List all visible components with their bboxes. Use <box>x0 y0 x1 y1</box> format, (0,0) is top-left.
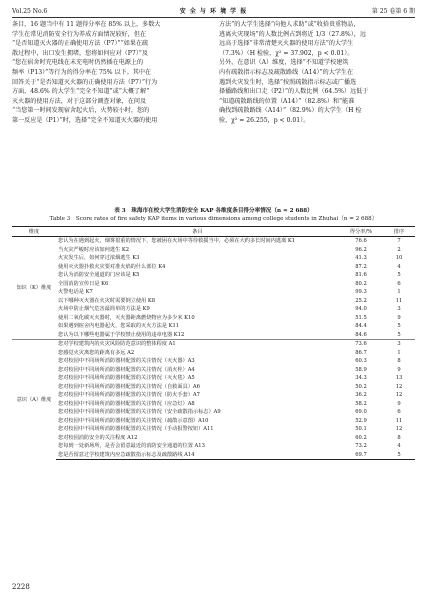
item-cell: 您对学校建筑内的火灾风险防范意识的整体程度 A1 <box>56 340 339 349</box>
rank-cell: 2 <box>397 246 401 253</box>
score-rate-cell: 25.2 <box>355 297 367 304</box>
rank-cell: 3 <box>397 306 401 313</box>
page-number: 2228 <box>12 583 30 591</box>
score-rate-cell: 69.0 <box>355 409 367 416</box>
score-rate-cell: 76.6 <box>355 238 367 245</box>
rank-cell: 12 <box>395 392 403 399</box>
header-volume: Vol.25 No.6 <box>12 8 48 15</box>
item-cell: 您对校园中不同场所消防器材配置的关注情况（手动报警按钮）A11 <box>58 426 214 433</box>
score-rate-cell: 50.1 <box>355 426 367 433</box>
column-header-item: 条目 <box>56 227 339 237</box>
table-header-row <box>12 227 415 237</box>
body-text-line: 验，χ² = 26.255，p < 0.01）。 <box>219 116 310 124</box>
score-rate-cell: 58.2 <box>355 400 367 407</box>
item-cell: 您对校园中不同场所消防器材配置的关注情况（应急灯）A8 <box>58 400 195 407</box>
rank-cell: 5 <box>397 331 401 338</box>
table-row <box>12 425 415 434</box>
item-cell: 当火灾严峻时应该如何逃生 K2 <box>58 246 130 253</box>
rank-cell: 4 <box>397 263 401 270</box>
table-row <box>12 305 415 314</box>
rank-cell: 5 <box>397 323 401 330</box>
body-text-line: 第一反应是（P1）”时，选择“完全不知道灭火器的使用 <box>12 116 158 124</box>
score-rate-cell: 80.2 <box>355 280 367 287</box>
header-issue: 第 25 卷第 6 期 <box>371 8 415 15</box>
table-caption-en: Table 3 Score rates of fire safety KAP items in various dimensions among college students in Zhuhai（n = 2 688） <box>49 216 378 222</box>
table-row <box>12 280 415 289</box>
score-rate-cell: 86.7 <box>355 349 367 356</box>
item-cell: 全国消防宣传日是 K6 <box>58 280 109 287</box>
score-rate-cell: 87.2 <box>355 263 367 270</box>
body-text-line: “您在宿舍时充电线在未充电时仍然插在电源上的 <box>12 59 144 67</box>
item-cell: 您感觉火灾离您的距离有多远 A2 <box>58 349 135 356</box>
item-cell: 您对校园消防安全的关注程度 A12 <box>58 434 138 441</box>
score-rate-cell: 60.2 <box>355 434 367 441</box>
score-rate-cell: 34.3 <box>355 375 367 382</box>
score-rate-cell: 50.2 <box>355 383 367 390</box>
table-row <box>12 417 415 426</box>
body-text-line: 学生在常见消防安全行为养成方面情况较好，但在 <box>12 30 147 38</box>
item-cell: 使用灭火器扑救火灾要对准火焰的什么部位 K4 <box>58 263 166 270</box>
body-text-line: 择播路线和出口走（P2）”的人数比例（64.5%）远低于 <box>219 88 369 96</box>
item-cell: 火场中防止烟气危害最简单的方法是 K9 <box>58 306 150 313</box>
header-journal-title: 安 全 与 环 境 学 报 <box>179 8 248 15</box>
table-row <box>12 366 415 375</box>
table-row <box>12 254 415 263</box>
table-row <box>12 340 415 349</box>
table-row <box>12 297 415 306</box>
body-text-line: 遇到火灾发生时，选择“按照疏散指示标志或广播选 <box>219 78 357 86</box>
body-text-line: 确找到疏散路线（A14）”（82.9%）的大学生（H 检 <box>219 107 362 115</box>
body-text-line: 逃离火灾现场”的人数比例占到将近 1/3（27.8%），远 <box>219 30 366 38</box>
rank-cell: 11 <box>395 297 403 304</box>
table-row <box>12 442 415 451</box>
table-row <box>12 408 415 417</box>
table-row <box>12 374 415 383</box>
body-text-line: （7.3%）（H 检验，χ² = 37.902，p < 0.01）。 <box>219 49 354 57</box>
table-row <box>12 391 415 400</box>
body-text-line: 另外，在意识（A）维度，选择“不知道学校建筑 <box>219 59 349 67</box>
table-row <box>12 237 415 246</box>
score-rate-cell: 69.7 <box>339 451 383 460</box>
score-rate-cell: 81.6 <box>355 272 367 279</box>
rank-cell: 4 <box>397 443 401 450</box>
rank-cell: 8 <box>397 434 401 441</box>
item-cell: 火灾发生后，如何穿过浓烟逃生 K3 <box>58 255 140 262</box>
rank-cell: 3 <box>383 340 415 349</box>
rank-cell: 8 <box>397 358 401 365</box>
body-text-line: “当您第一时间发现宿舍起火后，火势较小时，您的 <box>12 107 150 115</box>
score-rate-cell: 52.9 <box>355 417 367 424</box>
score-rate-cell: 94.0 <box>355 306 367 313</box>
body-text-line: “知道疏散路线的位置（A14）”（82.8%）和“能准 <box>219 97 355 105</box>
item-cell: 火警电话是 K7 <box>58 289 93 296</box>
item-cell: 以下哪种灭火器在火灾时需要倒立使用 K8 <box>58 297 156 304</box>
table-row <box>12 451 415 460</box>
table-row <box>12 246 415 255</box>
table-row <box>12 322 415 331</box>
rank-cell: 6 <box>397 280 401 287</box>
column-header-dimension: 维度 <box>12 227 56 237</box>
column-header-rank: 排序 <box>383 227 415 237</box>
item-cell: 您对校园中不同场所消防器材配置的关注情况（防火手套）A7 <box>58 392 200 399</box>
item-cell: 您认为消防安全通道的门应该是 K5 <box>58 272 140 279</box>
item-cell: 如果遇到宿舍内电器起火，您采取的灭火方法是 K11 <box>58 323 180 330</box>
rank-cell: 6 <box>397 409 401 416</box>
score-rate-cell: 73.6 <box>339 340 383 349</box>
body-text-line: 回答关于“是否知道灭火器的正确使用方法（P7）”行为 <box>12 78 158 86</box>
item-cell: 您认为以下哪些电器属于学校禁止使用的违章电器 K12 <box>58 331 185 338</box>
item-cell: 您对校园中不同场所消防器材配置的关注情况（安全疏散指示标志）A9 <box>58 409 221 416</box>
table-row <box>12 357 415 366</box>
table-row <box>12 263 415 272</box>
table-row <box>12 288 415 297</box>
table-row <box>12 271 415 280</box>
rank-cell: 9 <box>397 400 401 407</box>
item-cell: 您对校园中不同场所消防器材配置的关注情况（消火栓）A4 <box>58 366 195 373</box>
table-row <box>12 383 415 392</box>
score-rate-cell: 60.3 <box>355 358 367 365</box>
table-row <box>12 434 415 443</box>
score-rate-cell: 84.6 <box>355 331 367 338</box>
rank-cell: 11 <box>395 417 403 424</box>
table-row <box>12 331 415 340</box>
body-text-line: 方法”的大学生选择“向他人求助”或“收拾贵重物品， <box>219 21 360 28</box>
dimension-cell: 意识（A）维度 <box>12 340 56 460</box>
rank-cell: 5 <box>397 272 401 279</box>
score-rate-cell: 58.9 <box>355 366 367 373</box>
body-text-line: 方面，48.6% 的大学生“完全不知道”或“大概了解” <box>12 88 150 96</box>
item-cell: 您对校园中不同场所消防器材配置的关注情况（自救面具）A6 <box>58 383 200 390</box>
item-cell: 您每到一处新场所，是否会留意最近的消防安全通道的位置 A13 <box>58 443 205 450</box>
body-text-line: 灭火器的使用方法，对于这部分调查对象，在问及 <box>12 97 147 105</box>
item-cell: 您对校园中不同场所消防器材配置的关注情况（灭火器）A3 <box>58 358 195 365</box>
body-text-line: “是否知道灭火器的正确使用方法（P7）”“如果在疏 <box>12 40 149 48</box>
table-row <box>12 349 415 358</box>
body-text-line: 散过程中，出口发生拥堵，您将如何应对（P7）”及 <box>12 49 149 57</box>
rank-cell: 7 <box>397 238 401 245</box>
rank-cell: 5 <box>383 451 415 460</box>
rank-cell: 9 <box>397 314 401 321</box>
kap-score-table <box>12 226 415 460</box>
rank-cell: 1 <box>397 289 401 296</box>
table-caption-zh: 表 3 珠海市在校大学生消防安全 KAP 各维度条目得分率情况（n = 2 688） <box>114 208 313 214</box>
score-rate-cell: 84.4 <box>355 323 367 330</box>
body-text-line: 条目，16 题当中有 11 题得分率在 85% 以上，多数大 <box>12 21 161 28</box>
score-rate-cell: 73.2 <box>355 443 367 450</box>
item-cell: 使用二氧化碳灭火器时，灭火器距离燃烧物应为多少米 K10 <box>58 314 195 321</box>
item-cell: 您对校园中不同场所消防器材配置的关注情况（灭火毯）A5 <box>58 375 195 382</box>
rank-cell: 1 <box>397 349 401 356</box>
running-header <box>12 7 415 17</box>
body-text-line: 远高于选择“非常清楚灭火器的使用方法”的大学生 <box>219 40 354 48</box>
rank-cell: 12 <box>395 383 403 390</box>
left-column-text <box>12 20 208 126</box>
rank-cell: 9 <box>397 366 401 373</box>
body-text-line: 频率（P13）”等行为的得分率在 75% 以下。其中在 <box>12 68 152 76</box>
right-column-text <box>219 20 415 126</box>
item-cell: 您对校园中不同场所消防器材配置的关注情况（疏散示意图）A10 <box>58 417 209 424</box>
score-rate-cell: 96.2 <box>355 246 367 253</box>
score-rate-cell: 41.3 <box>355 255 367 262</box>
dimension-cell: 知识（K）维度 <box>16 285 52 291</box>
column-header-score-rate: 得分率/% <box>339 227 383 237</box>
item-cell: 您是否留意过学校建筑内应急疏散指示标志及疏散路线 A14 <box>56 451 339 460</box>
table-row <box>12 400 415 409</box>
score-rate-cell: 51.5 <box>355 314 367 321</box>
rank-cell: 12 <box>395 426 403 433</box>
rank-cell: 10 <box>395 255 403 262</box>
score-rate-cell: 36.2 <box>355 392 367 399</box>
rank-cell: 13 <box>395 375 403 382</box>
body-text-line: 内有疏散指示标志及疏散路线（A14）”的大学生在 <box>219 68 354 76</box>
table-row <box>12 314 415 323</box>
score-rate-cell: 99.3 <box>355 289 367 296</box>
item-cell: 您认为在遇到起火，烟雾很重的情况下，您被困在火场中等待救援当中，必须在大约多长时间内逃离 K1 <box>58 238 296 245</box>
header-rule <box>12 17 415 18</box>
